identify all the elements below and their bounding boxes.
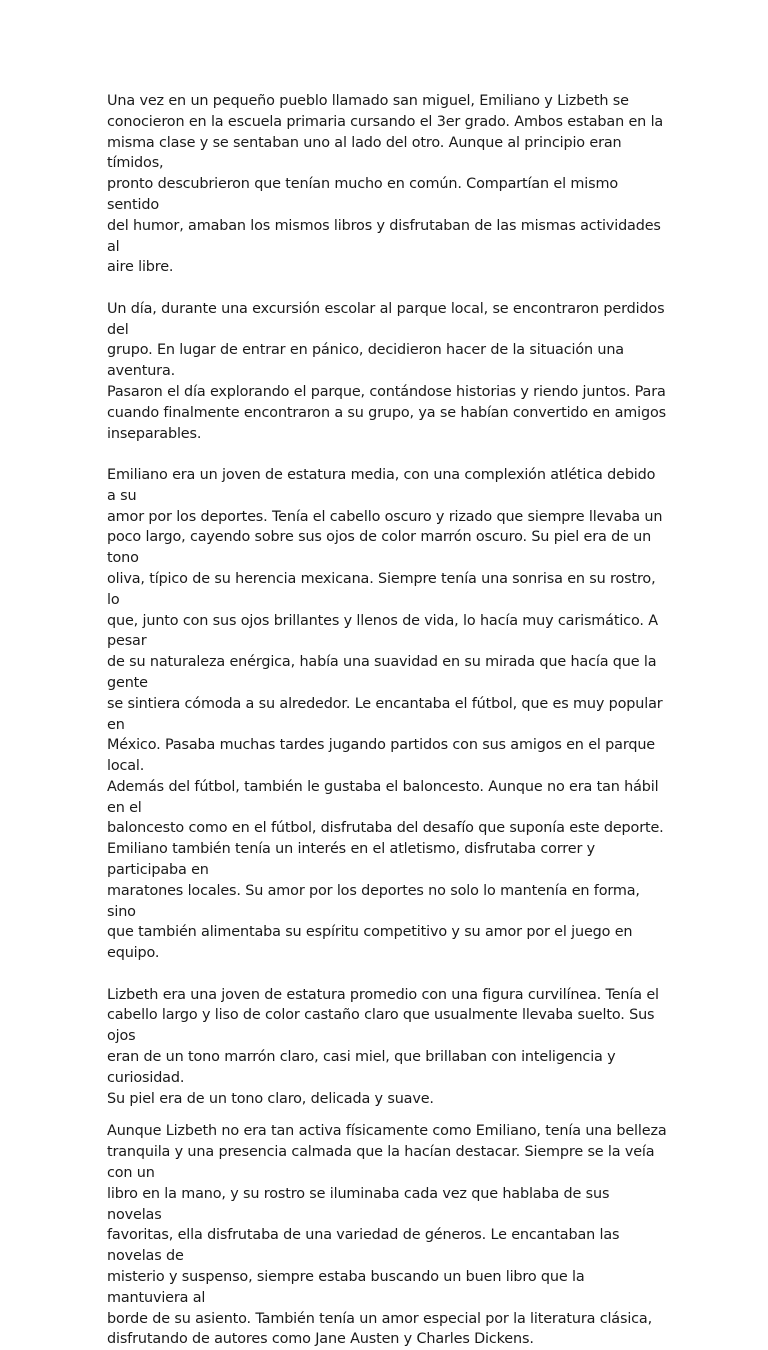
paragraph-park-excursion: Un día, durante una excursión escolar al parque local, se encontraron perdidos del grupo. En lugar de entrar en pánico, decidieron hacer de la situación una aventura. Pasaron el día explorando el parque, contándose historias y riendo juntos. Para cuando finalmente encontraron a su grupo, ya se habían convertido en amigos inseparables. [107,300,666,442]
paragraph-lizbeth-interests: Aunque Lizbeth no era tan activa físicamente como Emiliano, tenía una belleza tranquila y una presencia calmada que la hacían destacar. Siempre se la veía con un libro en la mano, y su rostro se iluminaba cada vez que hablaba de sus novelas favoritas, ella disfrutaba de una variedad de géneros. Le encantaban las novelas de misterio y suspenso, siempre estaba buscando un buen libro que la mantuviera al borde de su asiento. También tenía un amor especial por la literatura clásica, disfrutando de autores como Jane Austen y Charles Dickens. [107,1123,667,1348]
paragraph-emiliano-description: Emiliano era un joven de estatura media, con una complexión atlética debido a su amor por los deportes. Tenía el cabello oscuro y rizado que siempre llevaba un poco largo, cayendo sobre sus ojos de color marrón oscuro. Su piel era de un tono oliva, típico de su herencia mexicana. Siempre tenía una sonrisa en su rostro, lo que, junto con sus ojos brillantes y llenos de vida, lo hacía muy carismático. A pesar de su naturaleza enérgica, había una suavidad en su mirada que hacía que la gente se sintiera cómoda a su alrededor. Le encantaba el fútbol, que es muy popular en México. Pasaba muchas tardes jugando partidos con sus amigos en el parque local. Además del fútbol, también le gustaba el baloncesto. Aunque no era tan hábil en el baloncesto como en el fútbol, disfrutaba del desafío que suponía este deporte. Emiliano también tenía un interés en el atletismo, disfrutaba correr y participaba en maratones locales. Su amor por los deportes no solo lo mantenía en forma, sino que también alimentaba su espíritu competitivo y su amor por el juego en equipo. [107,466,664,962]
paragraph-lizbeth-description: Lizbeth era una joven de estatura promedio con una figura curvilínea. Tenía el cabello largo y liso de color castaño claro que usualmente llevaba suelto. Sus ojos eran de un tono marrón claro, casi miel, que brillaban con inteligencia y curiosidad. Su piel era de un tono claro, delicada y suave. [107,986,659,1107]
document-body [107,91,667,1350]
paragraph-school-meeting: Una vez en un pequeño pueblo llamado san miguel, Emiliano y Lizbeth se conocieron en la escuela primaria cursando el 3er grado. Ambos estaban en la misma clase y se sentaban uno al lado del otro. Aunque al principio eran tímidos, pronto descubrieron que tenían mucho en común. Compartían el mismo sentido del humor, amaban los mismos libros y disfrutaban de las mismas actividades al aire libre. [107,93,664,276]
